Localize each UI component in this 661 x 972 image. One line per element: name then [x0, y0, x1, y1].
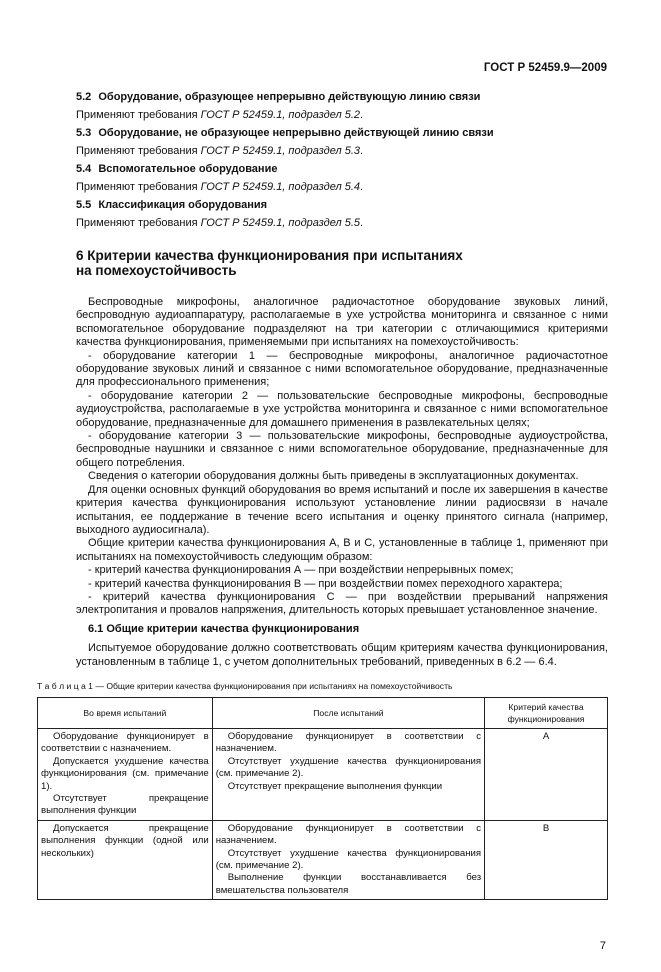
document-id: ГОСТ Р 52459.9—2009 [483, 62, 607, 74]
subsection-number: 5.5 [76, 199, 92, 211]
paragraph: Сведения о категории оборудования должны быть приведены в эксплуатационных документах. [88, 470, 579, 483]
text: Применяют требования [76, 181, 201, 193]
cell-text: Оборудование функционирует в соответствии с назначением. [215, 730, 482, 755]
cell-text: Выполнение функции восстанавливается без вмешательства пользователя [215, 872, 482, 896]
cell-text: Отсутствует прекращение выполнения функции [41, 793, 209, 817]
paragraph: Общие критерии качества функционирования А, В и С, установленные в таблице 1, применяют при испытаниях на помехоустойчивость следующим образом: [76, 537, 608, 563]
cell-text: Допускается ухудшение качества функционирования (см. примечание 1). [41, 755, 209, 792]
paragraph: - оборудование категории 2 — пользовательские беспроводные микрофоны, беспроводные аудиоустройства, располагаемые в ухе устройства мониторинга и связанное с ними вспомогательное оборудование, предназначенные для домашнего применения в развлекательных целях; [76, 389, 608, 429]
during-test-cell [38, 728, 213, 820]
paragraph: - оборудование категории 1 — беспроводные микрофоны, аналогичное радиочастотное оборудование звуковых линий и связанное с ними вспомогательное оборудование, предназначенные для профессионального применения; [76, 349, 608, 389]
cell-text: Отсутствует прекращение выполнения функции [227, 780, 443, 792]
subsection-title [76, 196, 608, 214]
subsections [76, 88, 608, 232]
cell-text: Отсутствует ухудшение качества функционирования (см. примечание 2). [215, 755, 482, 780]
paragraph: Беспроводные микрофоны, аналогичное радиочастотное оборудование звуковых линий, беспроводную аудиоаппаратуру, располагаемые в ухе устройства мониторинга и связанное с ними вспомогательное оборудование подразделяют на три категории с отличающимися критериями качества функционирования, применяемыми при испытаниях на помехоустойчивость: [76, 296, 608, 349]
text: . [360, 145, 364, 157]
column-header: Во время испытаний [38, 697, 213, 728]
during-test-cell [38, 820, 213, 899]
subsection-number: 5.2 [76, 91, 92, 103]
cell-text: Оборудование функционирует в соответствии с назначением. [215, 822, 482, 847]
text: Применяют требования [76, 145, 201, 157]
subsection-title-text: Оборудование, образующее непрерывно действующую линию связи [98, 91, 481, 103]
subsection-6-1-text: Испытуемое оборудование должно соответствовать общим критериям качества функционирования, установленным в таблице 1, с учетом дополнительных требований, приведенных в 6.2 — 6.4. [76, 642, 608, 668]
table-row [38, 820, 608, 899]
section-6-heading [76, 248, 608, 278]
after-test-cell [212, 820, 484, 899]
subsection-text [76, 106, 608, 124]
subsection-number: 5.4 [76, 163, 92, 175]
cell-text: Допускается прекращение выполнения функции (одной или нескольких) [41, 822, 209, 859]
reference: ГОСТ Р 52459.1, подраздел 5.3 [200, 145, 361, 157]
subsection-title [76, 124, 608, 142]
text: Применяют требования [76, 109, 201, 121]
criteria-table [37, 697, 608, 900]
paragraph: - критерий качества функционирования С — при воздействии прерываний напряжения электропитания и провалов напряжения, длительность которых превышает установленное значение. [76, 590, 608, 617]
cell-text: Отсутствует ухудшение качества функционирования (см. примечание 2). [215, 847, 482, 872]
criterion-cell: А [485, 728, 608, 820]
section-6-title-line2: на помехоустойчивость [76, 263, 237, 278]
cell-text: Оборудование функционирует в соответствии с назначением. [41, 730, 209, 755]
paragraph: - оборудование категории 3 — пользовательские микрофоны, беспроводные аудиоустройства, беспроводные наушники и связанное с ними вспомогательное оборудование, предназначенные для общего потребления. [76, 430, 608, 469]
text: . [360, 217, 364, 229]
reference: ГОСТ Р 52459.1, подраздел 5.2 [200, 109, 361, 121]
subsection-title [76, 88, 608, 106]
reference: ГОСТ Р 52459.1, подраздел 5.4 [200, 181, 361, 193]
subsection-6-1-title: 6.1 Общие критерии качества функционирования [88, 622, 360, 635]
text: Применяют требования [76, 217, 201, 229]
subsection-text [76, 214, 608, 232]
column-header: Критерий качества функционирования [485, 697, 608, 728]
paragraph: Для оценки основных функций оборудования во время испытаний и после их завершения в качестве критерия качества функционирования используют установление линии радиосвязи в начале испытания, ее поддержание в течение всего испытания и оценку принятого сигнала (например, выходного аудиосигнала). [76, 483, 608, 536]
table-caption: Т а б л и ц а 1 — Общие критерии качества функционирования при испытаниях на помехоустойчивость [37, 680, 453, 691]
section-6-body [76, 296, 608, 669]
subsection-number: 5.3 [76, 127, 92, 139]
paragraph: - критерий качества функционирования А — при воздействии непрерывных помех; [88, 564, 514, 577]
subsection-text [76, 142, 608, 160]
subsection-title [76, 160, 608, 178]
after-test-cell [212, 728, 484, 820]
table-row [38, 728, 608, 820]
criterion-cell: В [485, 820, 608, 899]
text: . [360, 181, 364, 193]
reference: ГОСТ Р 52459.1, подраздел 5.5 [200, 217, 361, 229]
page-number: 7 [599, 940, 606, 953]
subsection-title-text: Классификация оборудования [98, 199, 268, 211]
paragraph: - критерий качества функционирования В — при воздействии помех переходного характера; [88, 577, 563, 590]
subsection-title-text: Вспомогательное оборудование [98, 163, 278, 175]
subsection-text [76, 178, 608, 196]
text: . [360, 109, 364, 121]
section-6-title-line1: 6 Критерии качества функционирования при испытаниях [76, 248, 463, 263]
subsection-title-text: Оборудование, не образующее непрерывно действующей линию связи [98, 127, 494, 139]
column-header: После испытаний [212, 697, 484, 728]
